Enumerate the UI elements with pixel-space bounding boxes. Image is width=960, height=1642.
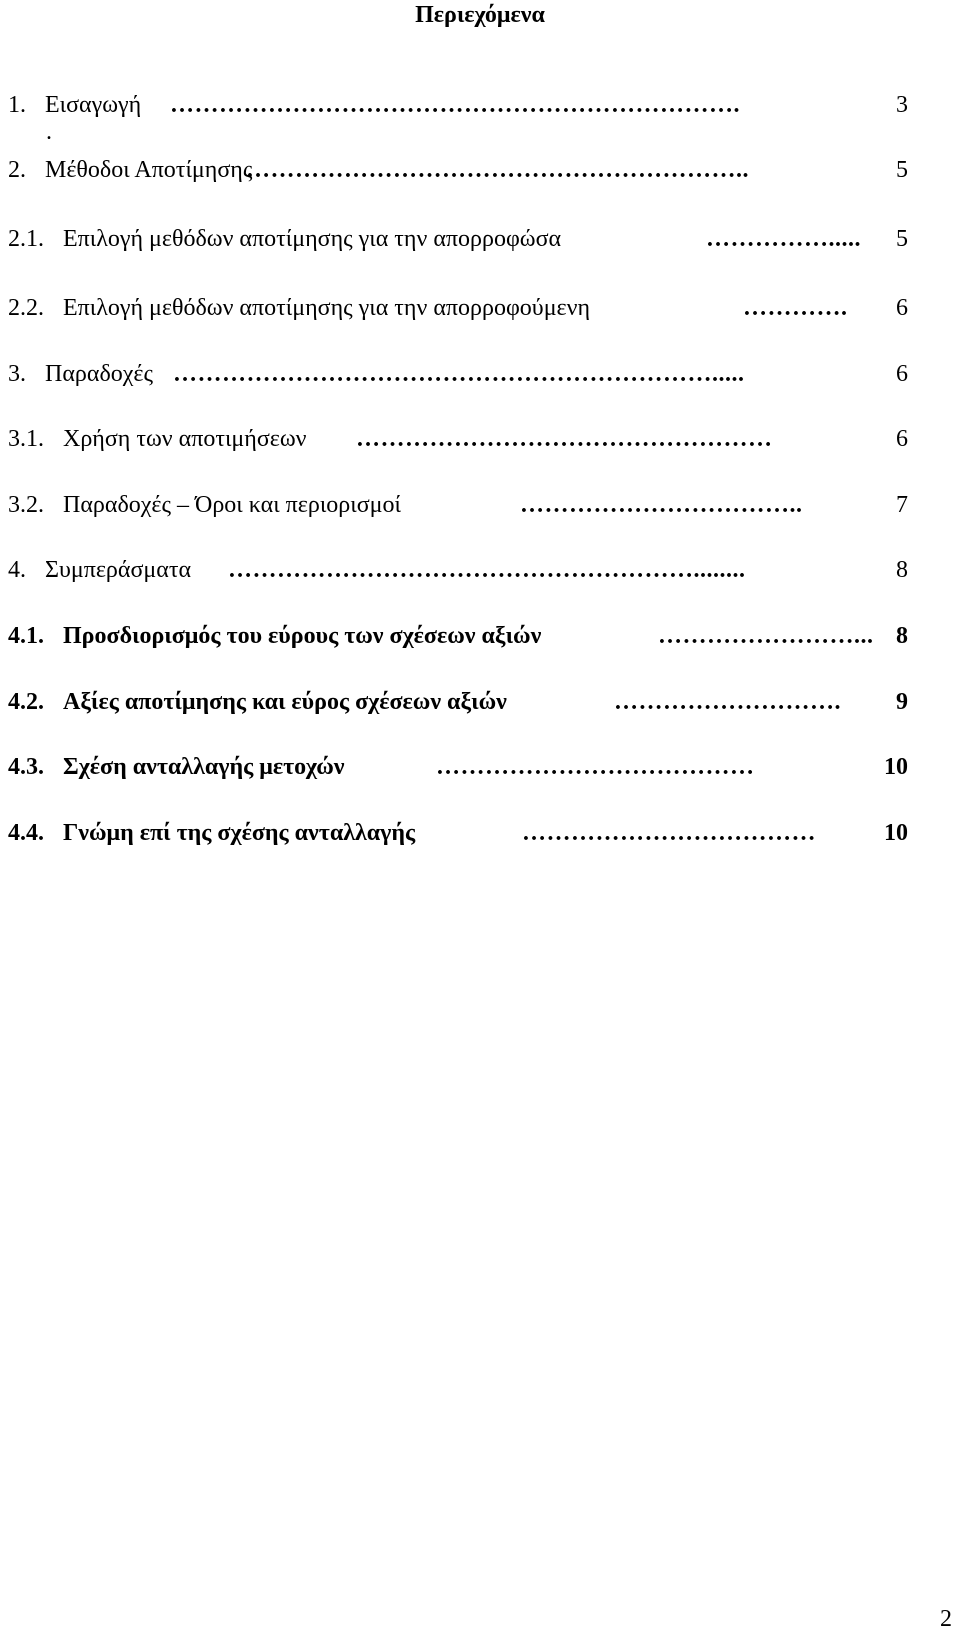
- toc-entry-page: 6: [896, 361, 908, 387]
- toc-entry-page: 5: [896, 157, 908, 183]
- toc-entry[interactable]: [8, 293, 908, 323]
- toc-entry[interactable]: [8, 555, 908, 585]
- toc-entry-label: Παραδοχές – Όροι και περιορισμοί: [63, 492, 402, 518]
- toc-title: Περιεχόμενα: [415, 2, 545, 28]
- toc-entry[interactable]: [8, 155, 908, 185]
- toc-entry-number: 4.1.: [8, 623, 44, 649]
- toc-entry-page: 10: [884, 754, 908, 780]
- toc-entry-page: 6: [896, 295, 908, 321]
- toc-entry-number: 3.1.: [8, 426, 44, 452]
- toc-entry-number: 4.2.: [8, 689, 44, 715]
- toc-entry[interactable]: [8, 490, 908, 520]
- toc-entry-page: 10: [884, 820, 908, 846]
- toc-entry-label: Παραδοχές: [45, 361, 153, 387]
- toc-entry-number: 4.: [8, 557, 26, 583]
- toc-entry[interactable]: [8, 621, 908, 651]
- toc-entry-label: Επιλογή μεθόδων αποτίμησης για την απορροφούμενη: [63, 295, 591, 321]
- toc-entry-leader: …………………………………: [436, 754, 755, 780]
- toc-entry[interactable]: [8, 359, 908, 389]
- toc-entry-page: 9: [896, 689, 908, 715]
- toc-entry-label: Σχέση ανταλλαγής μετοχών: [63, 754, 345, 780]
- toc-entry-leader: ………………………………………………………….....: [173, 361, 745, 387]
- toc-entry-label: Μέθοδοι Αποτίμησης: [45, 157, 253, 183]
- page-number: 2: [940, 1606, 952, 1632]
- toc-entry-leader: ……………………………………………: [356, 426, 773, 452]
- toc-entry-number: 4.4.: [8, 820, 44, 846]
- toc-entry-leader: ……………………………………………………..: [246, 157, 749, 183]
- toc-entry-page: 6: [896, 426, 908, 452]
- toc-entry[interactable]: [8, 90, 908, 120]
- toc-entry-label: Επιλογή μεθόδων αποτίμησης για την απορροφώσα: [63, 226, 562, 252]
- toc-entry-leader: ………………………………: [522, 820, 816, 846]
- toc-entry-leader: …………………………………………………………….: [170, 92, 740, 118]
- toc-entry-page: 5: [896, 226, 908, 252]
- toc-entry-label: Χρήση των αποτιμήσεων: [63, 426, 307, 452]
- toc-entry-number: 3.: [8, 361, 26, 387]
- toc-entry-page: 8: [896, 623, 908, 649]
- toc-entry-leader: ……………………………..: [520, 492, 803, 518]
- toc-entry-leader: ……………………….: [614, 689, 841, 715]
- toc-entry[interactable]: [8, 224, 908, 254]
- toc-entry[interactable]: [8, 424, 908, 454]
- toc-entry[interactable]: [8, 687, 908, 717]
- toc-entry-label: Συμπεράσματα: [45, 557, 192, 583]
- toc-entry-number: 1.: [8, 92, 26, 118]
- stray-dot: .: [46, 119, 52, 145]
- toc-entry-label: Προσδιορισμός του εύρους των σχέσεων αξιών: [63, 623, 542, 649]
- toc-entry-leader: ……………………...: [658, 623, 874, 649]
- toc-entry-leader: …………………………………………………........: [228, 557, 746, 583]
- toc-entry-number: 4.3.: [8, 754, 44, 780]
- toc-entry-number: 3.2.: [8, 492, 44, 518]
- toc-entry-leader: …………….....: [706, 226, 861, 252]
- toc-entry-leader: ………….: [743, 295, 848, 321]
- toc-entry-page: 8: [896, 557, 908, 583]
- toc-entry-number: 2.: [8, 157, 26, 183]
- toc-entry-page: 7: [896, 492, 908, 518]
- toc-entry-label: Εισαγωγή: [45, 92, 142, 118]
- toc-entry-number: 2.2.: [8, 295, 44, 321]
- toc-entry-page: 3: [896, 92, 908, 118]
- toc-entry-label: Γνώμη επί της σχέσης ανταλλαγής: [63, 820, 416, 846]
- toc-entry-label: Αξίες αποτίμησης και εύρος σχέσεων αξιών: [63, 689, 507, 715]
- toc-entry[interactable]: [8, 818, 908, 848]
- toc-entry[interactable]: [8, 752, 908, 782]
- toc-entry-number: 2.1.: [8, 226, 44, 252]
